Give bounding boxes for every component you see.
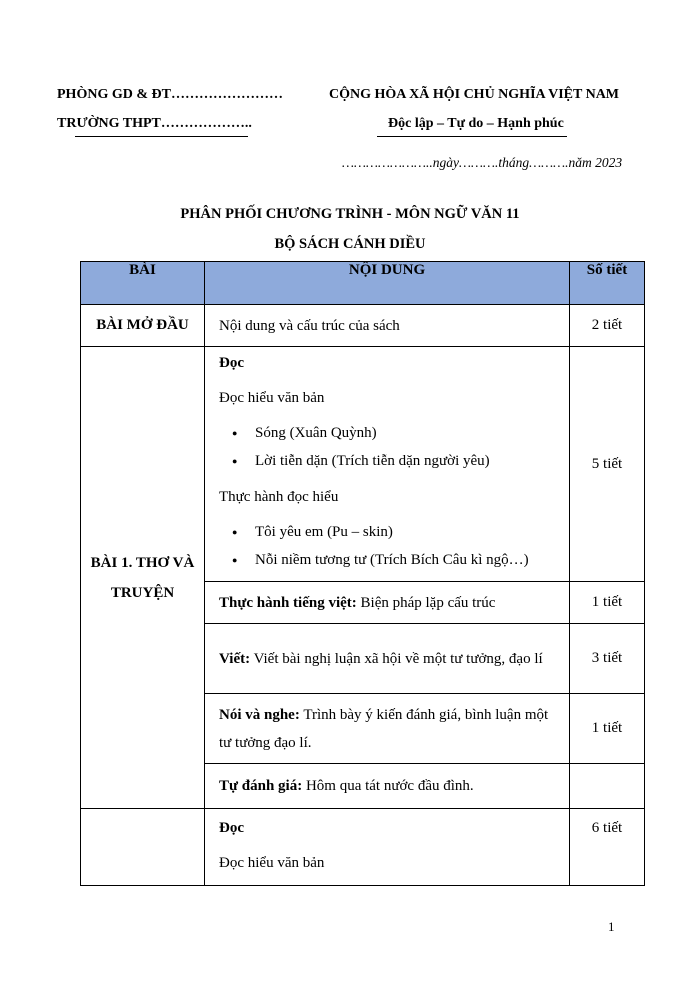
nation-title: CỘNG HÒA XÃ HỘI CHỦ NGHĨA VIỆT NAM bbox=[329, 87, 620, 102]
document-subtitle: BỘ SÁCH CÁNH DIỀU bbox=[274, 236, 426, 252]
periods-cell: 5 tiết bbox=[570, 347, 645, 582]
date-line: …………………..ngày……….tháng……….năm 2023 bbox=[342, 155, 623, 170]
header-content: NỘI DUNG bbox=[205, 262, 570, 305]
content-cell: Nói và nghe: Trình bày ý kiến đánh giá, bình luận một tư tưởng đạo lí. bbox=[205, 694, 570, 764]
practice-list bbox=[219, 522, 561, 570]
practice-subheading: Thực hành đọc hiểu bbox=[219, 489, 339, 505]
lesson-cell: BÀI MỞ ĐẦU bbox=[81, 305, 205, 347]
list-item: ● Lời tiễn dặn (Trích tiễn dặn người yêu) bbox=[255, 451, 561, 471]
table-row bbox=[81, 305, 645, 347]
periods-cell: 6 tiết bbox=[570, 809, 645, 886]
reading-heading: Đọc bbox=[219, 820, 244, 836]
content-cell: Tự đánh giá: Hôm qua tát nước đầu đình. bbox=[205, 764, 570, 809]
motto-underline bbox=[377, 136, 567, 137]
header-lesson: BÀI bbox=[81, 262, 205, 305]
page-number: 1 bbox=[608, 919, 615, 934]
periods-cell: 2 tiết bbox=[570, 305, 645, 347]
reading-subheading: Đọc hiểu văn bản bbox=[219, 390, 325, 406]
document-title: PHÂN PHỐI CHƯƠNG TRÌNH - MÔN NGỮ VĂN 11 bbox=[180, 206, 520, 222]
lesson-cell: BÀI 1. THƠ VÀ TRUYỆN bbox=[81, 347, 205, 809]
table-header-row bbox=[81, 262, 645, 305]
school-underline bbox=[75, 136, 248, 137]
list-item: ● Nỗi niềm tương tư (Trích Bích Câu kì ngộ…) bbox=[255, 550, 561, 570]
periods-cell: 3 tiết bbox=[570, 624, 645, 694]
school-line: TRƯỜNG THPT……………….. bbox=[57, 116, 252, 131]
department-line: PHÒNG GD & ĐT…………………… bbox=[57, 87, 283, 102]
content-cell: Thực hành tiếng việt: Biện pháp lặp cấu trúc bbox=[205, 582, 570, 624]
table-row bbox=[81, 347, 645, 582]
periods-cell: 1 tiết bbox=[570, 582, 645, 624]
reading-subheading: Đọc hiểu văn bản bbox=[219, 855, 325, 871]
motto: Độc lập – Tự do – Hạnh phúc bbox=[388, 116, 564, 131]
reading-list bbox=[219, 423, 561, 471]
list-item: ● Tôi yêu em (Pu – skin) bbox=[255, 522, 561, 542]
periods-cell bbox=[570, 764, 645, 809]
curriculum-table bbox=[80, 261, 645, 886]
header-periods: Số tiết bbox=[570, 262, 645, 305]
periods-cell: 1 tiết bbox=[570, 694, 645, 764]
content-cell bbox=[205, 809, 570, 886]
reading-heading: Đọc bbox=[219, 355, 244, 371]
table-row bbox=[81, 809, 645, 886]
content-cell: Viết: Viết bài nghị luận xã hội về một tư tưởng, đạo lí bbox=[205, 624, 570, 694]
lesson-cell bbox=[81, 809, 205, 886]
content-cell: Nội dung và cấu trúc của sách bbox=[205, 305, 570, 347]
list-item: ● Sóng (Xuân Quỳnh) bbox=[255, 423, 561, 443]
content-cell bbox=[205, 347, 570, 582]
